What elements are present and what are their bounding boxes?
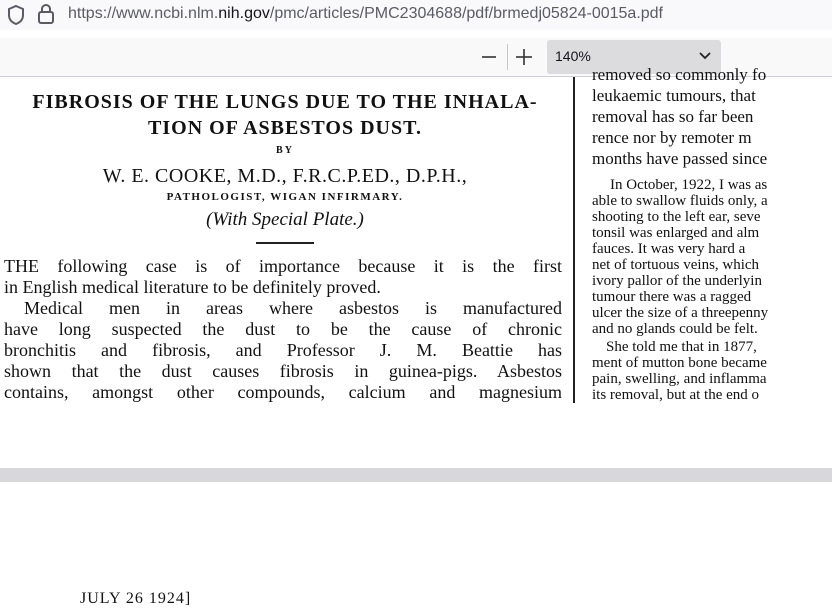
- text-line: contains, amongst other compounds, calcium and magnesium: [4, 382, 562, 402]
- toolbar-separator: [507, 44, 508, 70]
- minus-icon: [476, 46, 502, 68]
- article-title-line-2: TION OF ASBESTOS DUST.: [148, 117, 422, 139]
- text-line: Medical men in areas where asbestos is manufactured: [24, 298, 562, 318]
- affiliation: PATHOLOGIST, WIGAN INFIRMARY.: [166, 191, 404, 203]
- text-line: in English medical literature to be definitely proved.: [4, 277, 381, 297]
- text-line: shooting to the left ear, seve: [592, 209, 761, 225]
- url-prefix: https://www.ncbi.nlm.: [68, 5, 219, 22]
- text-line: bronchitis and fibrosis, and Professor J. M. Beattie has: [4, 340, 562, 360]
- text-line: fauces. It was very hard a: [592, 241, 746, 257]
- right-column: [592, 65, 832, 407]
- url-host: nih.gov: [218, 5, 270, 22]
- zoom-out-button[interactable]: [476, 46, 502, 68]
- text-line: rence nor by remoter m: [592, 128, 752, 147]
- page-gap: [0, 468, 832, 482]
- shield-icon[interactable]: [6, 4, 26, 31]
- pdf-page-2: [0, 482, 832, 616]
- text-line: its removal, but at the end o: [592, 387, 760, 403]
- text-line: She told me that in 1877,: [606, 339, 757, 355]
- text-line: have long suspected the dust to be the cause of chronic: [4, 319, 562, 339]
- url-path: /pmc/articles/PMC2304688/pdf/brmedj05824-0015a.pdf: [269, 5, 663, 22]
- special-plate-note: (With Special Plate.): [206, 209, 364, 230]
- text-line: tumour there was a ragged: [592, 289, 752, 305]
- text-line: able to swallow fluids only, a: [592, 193, 768, 209]
- text-line: net of tortuous veins, which: [592, 257, 760, 273]
- text-line: removed so commonly fo: [592, 65, 767, 84]
- column-divider: [573, 77, 575, 403]
- article-title-line-1: FIBROSIS OF THE LUNGS DUE TO THE INHALA-: [32, 91, 538, 113]
- lock-icon[interactable]: [36, 3, 56, 30]
- divider-rule: [256, 242, 314, 244]
- address-bar[interactable]: [0, 0, 832, 30]
- text-line: ivory pallor of the underlyin: [592, 273, 762, 289]
- plus-icon: [511, 46, 537, 68]
- text-line: pain, swelling, and inflamma: [592, 371, 767, 387]
- chevron-down-icon: [699, 51, 711, 61]
- pdf-page: [0, 65, 832, 407]
- zoom-in-button[interactable]: [511, 46, 537, 68]
- text-line: months have passed since: [592, 149, 768, 168]
- page-header-date: JULY 26 1924]: [80, 590, 192, 607]
- text-line: shown that the dust causes fibrosis in guinea-pigs. Asbestos: [4, 361, 562, 381]
- left-column: [0, 77, 570, 407]
- text-line: ment of mutton bone became: [592, 355, 767, 371]
- url-text[interactable]: [68, 4, 663, 24]
- text-line: removal has so far been: [592, 107, 754, 126]
- text-line: ulcer the size of a threepenny: [592, 305, 769, 321]
- text-line: and no glands could be felt.: [592, 321, 758, 337]
- text-line: THE following case is of importance because it is the first: [4, 256, 562, 276]
- text-line: tonsil was enlarged and alm: [592, 225, 760, 241]
- text-line: leukaemic tumours, that: [592, 86, 756, 105]
- author: W. E. COOKE, M.D., F.R.C.P.ED., D.P.H.,: [102, 165, 468, 187]
- text-line: In October, 1922, I was as: [610, 177, 768, 193]
- byline: BY: [276, 145, 294, 156]
- zoom-value: 140%: [555, 48, 591, 64]
